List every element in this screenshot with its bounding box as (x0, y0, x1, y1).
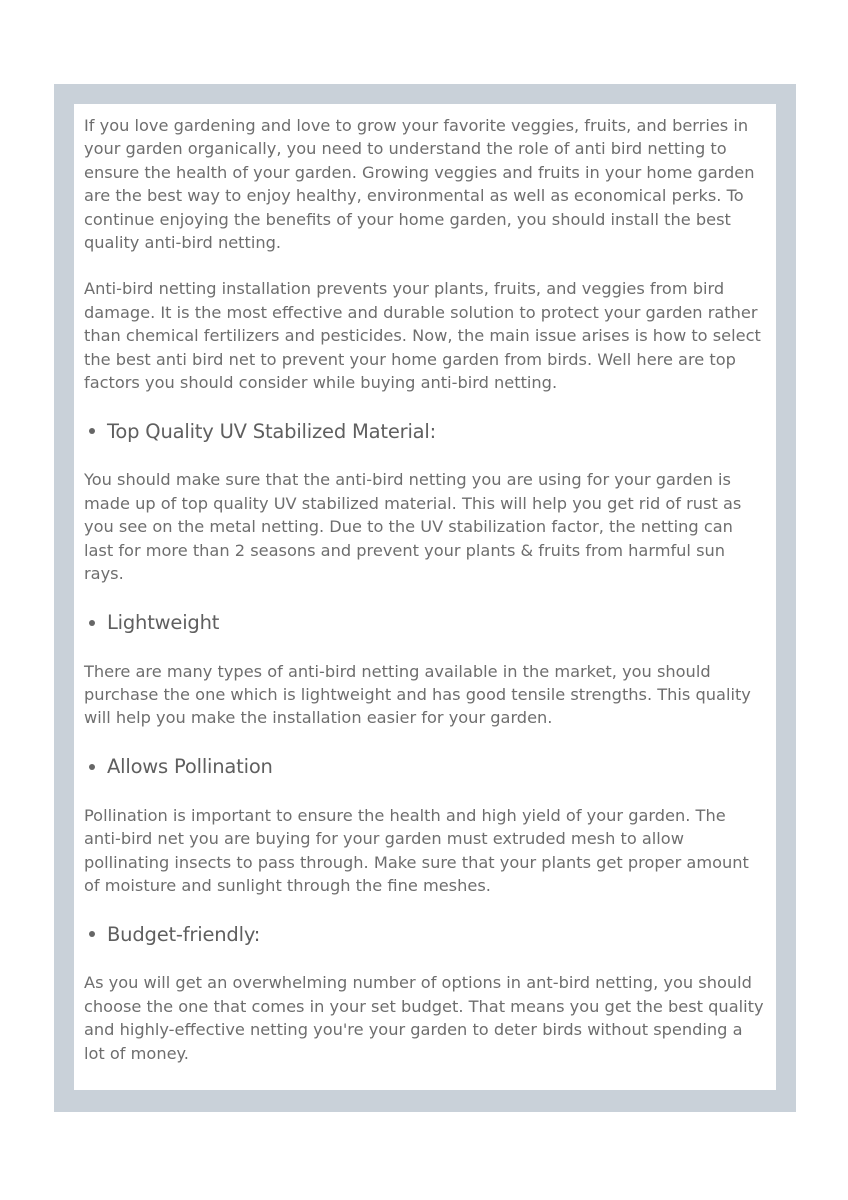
paragraph-spacer (84, 394, 764, 417)
section-heading-pollination (84, 753, 764, 781)
section-body-uv-material: You should make sure that the anti-bird netting you are using for your garden is made up of top quality UV stabilized material. This will help you get rid of rust as you see on the metal netting. Due to the UV stabilization factor, the netting can last for more than 2 seasons and prevent your plants & fruits from harmful sun rays. (84, 470, 742, 584)
section-heading-text: Budget-friendly: (107, 922, 261, 946)
document-page (74, 104, 776, 1090)
paragraph-spacer (84, 897, 764, 920)
section-body-lightweight: There are many types of anti-bird netting available in the market, you should purchase the one which is lightweight and has good tensile strengths. This quality will help you make the installation easier for your garden. (84, 661, 751, 728)
bullet-icon (89, 620, 95, 626)
section-heading-budget (84, 920, 764, 948)
bullet-icon (89, 931, 95, 937)
paragraph-spacer (84, 254, 764, 277)
paragraph-spacer (84, 730, 764, 753)
page-frame (54, 84, 796, 1112)
section-heading-text: Allows Pollination (107, 755, 273, 779)
section-body-budget: As you will get an overwhelming number of options in ant-bird netting, you should choose the one that comes in your set budget. That means you get the best quality and highly-effective netting you're your garden to deter birds without spending a lot of money. (84, 973, 764, 1063)
intro-paragraph-2: Anti-bird netting installation prevents your plants, fruits, and veggies from bird damage. It is the most effective and durable solution to protect your garden rather than chemical fertilizers and pesticides. Now, the main issue arises is how to select the best anti bird net to prevent your home garden from birds. Well here are top factors you should consider while buying anti-bird netting. (84, 279, 761, 393)
bullet-icon (89, 428, 95, 434)
paragraph-spacer (84, 586, 764, 609)
section-heading-text: Top Quality UV Stabilized Material: (107, 419, 436, 443)
section-heading-uv-material (84, 417, 764, 445)
section-heading-text: Lightweight (107, 611, 220, 634)
intro-paragraph-1: If you love gardening and love to grow your favorite veggies, fruits, and berries in your garden organically, you need to understand the role of anti bird netting to ensure the health of your garden. Growing veggies and fruits in your home garden are the best way to enjoy healthy, environmental as well as economical perks. To continue enjoying the benefits of your home garden, you should install the best quality anti-bird netting. (84, 116, 755, 253)
section-body-pollination: Pollination is important to ensure the health and high yield of your garden. The anti-bird net you are buying for your garden must extruded mesh to allow pollinating insects to pass through. Make sure that your plants get proper amount of moisture and sunlight through the fine meshes. (84, 805, 749, 895)
section-heading-lightweight (84, 609, 764, 637)
bullet-icon (89, 764, 95, 770)
